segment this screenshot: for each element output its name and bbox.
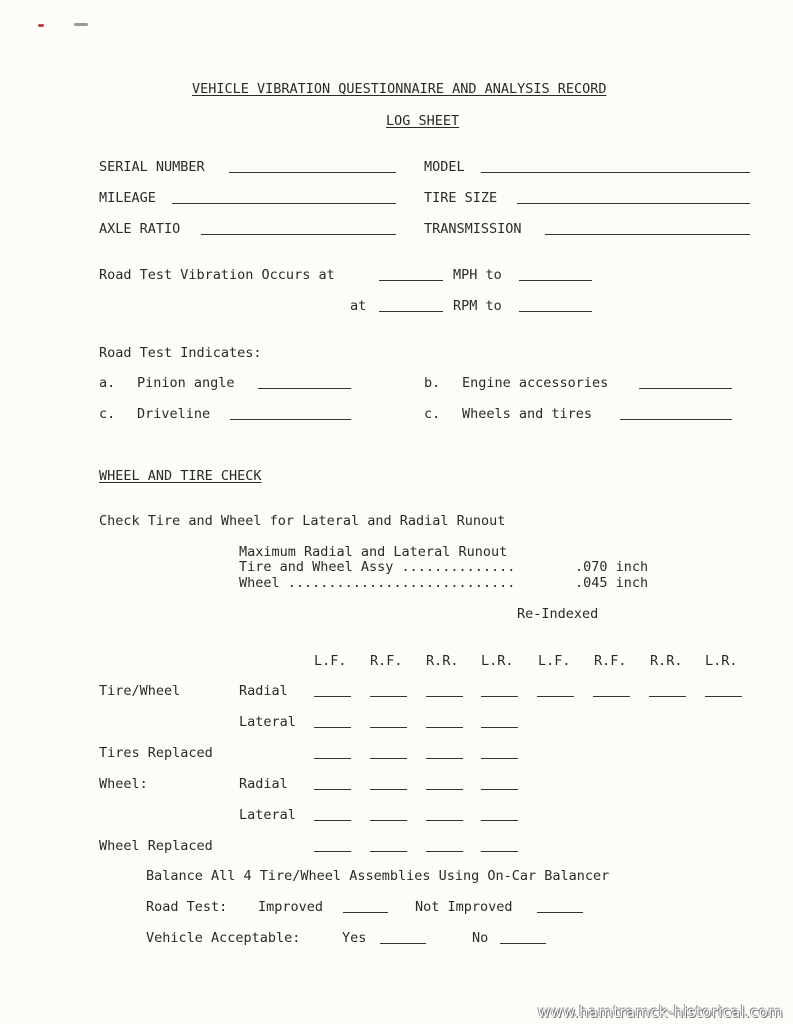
mph-to-field[interactable] [519,280,592,281]
engine-accessories-field[interactable] [639,388,732,389]
rpm-to-label: RPM to [453,298,502,314]
serial-number-label: SERIAL NUMBER [99,159,205,175]
indicates-heading: Road Test Indicates: [99,345,262,361]
tire-wheel-radial-blank[interactable] [481,696,518,697]
wheel-lateral-blank[interactable] [314,820,351,821]
balance-instruction: Balance All 4 Tire/Wheel Assemblies Using On-Car Balancer [146,868,610,884]
tire-wheel-radial-label: Radial [239,683,288,699]
tire-wheel-radial-blank[interactable] [314,696,351,697]
wheel-spec-value: .045 inch [575,575,649,591]
col-header: L.F. [314,653,347,669]
col-header: R.R. [426,653,459,669]
tire-size-label: TIRE SIZE [424,190,498,206]
wheel-label: Wheel: [99,776,148,792]
wheel-lateral-blank[interactable] [481,820,518,821]
wheel-replaced-blank[interactable] [426,851,463,852]
yes-label: Yes [342,930,367,946]
max-runout-heading: Maximum Radial and Lateral Runout [239,544,508,560]
tire-wheel-radial-blank[interactable] [426,696,463,697]
wheel-tire-check-heading: WHEEL AND TIRE CHECK [99,468,262,484]
wheel-radial-blank[interactable] [314,789,351,790]
tire-wheel-radial-blank[interactable] [705,696,742,697]
driveline-label: Driveline [137,406,211,422]
mileage-field[interactable] [172,203,396,204]
wheel-radial-blank[interactable] [426,789,463,790]
tires-replaced-blank[interactable] [481,758,518,759]
tire-wheel-radial-blank[interactable] [370,696,407,697]
no-field[interactable] [500,943,546,944]
col-header: R.F. [594,653,627,669]
assy-spec-value: .070 inch [575,559,649,575]
wheel-replaced-blank[interactable] [481,851,518,852]
tire-wheel-label: Tire/Wheel [99,683,181,699]
wheel-replaced-label: Wheel Replaced [99,838,213,854]
col-header: L.R. [481,653,514,669]
col-header: R.F. [370,653,403,669]
no-label: No [472,930,489,946]
tire-wheel-radial-blank[interactable] [649,696,686,697]
wheel-radial-label: Radial [239,776,288,792]
at-label: at [350,298,367,314]
tires-replaced-blank[interactable] [370,758,407,759]
wheel-lateral-blank[interactable] [370,820,407,821]
axle-ratio-field[interactable] [201,234,396,235]
improved-field[interactable] [343,912,388,913]
not-improved-field[interactable] [537,912,583,913]
wheel-radial-blank[interactable] [370,789,407,790]
not-improved-label: Not Improved [415,899,513,915]
assy-spec-label: Tire and Wheel Assy .............. [239,559,516,575]
tire-wheel-radial-blank[interactable] [537,696,574,697]
tires-replaced-blank[interactable] [314,758,351,759]
tire-wheel-lateral-blank[interactable] [481,727,518,728]
serial-number-field[interactable] [229,172,396,173]
rpm-from-field[interactable] [379,311,443,312]
wheel-replaced-blank[interactable] [370,851,407,852]
wheel-spec-label: Wheel ............................ [239,575,516,591]
improved-label: Improved [258,899,324,915]
road-test-occurs-label: Road Test Vibration Occurs at [99,267,335,283]
tire-wheel-radial-blank[interactable] [593,696,630,697]
option-b-letter: b. [424,375,441,391]
wheel-replaced-blank[interactable] [314,851,351,852]
tire-wheel-lateral-label: Lateral [239,714,296,730]
axle-ratio-label: AXLE RATIO [99,221,181,237]
wheel-lateral-label: Lateral [239,807,296,823]
option-a-letter: a. [99,375,116,391]
tire-wheel-lateral-blank[interactable] [370,727,407,728]
transmission-field[interactable] [545,234,750,235]
model-label: MODEL [424,159,465,175]
wheels-tires-field[interactable] [620,419,732,420]
model-field[interactable] [481,172,750,173]
pinion-angle-field[interactable] [258,388,351,389]
col-header: R.R. [650,653,683,669]
form-subtitle: LOG SHEET [386,113,460,129]
tires-replaced-blank[interactable] [426,758,463,759]
mph-from-field[interactable] [379,280,443,281]
tire-wheel-lateral-blank[interactable] [426,727,463,728]
col-header: L.R. [705,653,738,669]
mph-to-label: MPH to [453,267,502,283]
rpm-to-field[interactable] [519,311,592,312]
tire-wheel-lateral-blank[interactable] [314,727,351,728]
transmission-label: TRANSMISSION [424,221,522,237]
yes-field[interactable] [380,943,426,944]
wheel-lateral-blank[interactable] [426,820,463,821]
watermark: www.hamtramck-historical.com [537,1003,783,1021]
road-test-result-label: Road Test: [146,899,228,915]
col-header: L.F. [538,653,571,669]
reindexed-label: Re-Indexed [517,606,599,622]
engine-accessories-label: Engine accessories [462,375,609,391]
tire-size-field[interactable] [517,203,750,204]
wheel-radial-blank[interactable] [481,789,518,790]
option-c2-letter: c. [424,406,441,422]
vehicle-acceptable-label: Vehicle Acceptable: [146,930,301,946]
wheels-tires-label: Wheels and tires [462,406,593,422]
paper-mark [74,23,88,26]
mileage-label: MILEAGE [99,190,156,206]
check-runout-text: Check Tire and Wheel for Lateral and Radial Runout [99,513,506,529]
driveline-field[interactable] [230,419,351,420]
tires-replaced-label: Tires Replaced [99,745,213,761]
pinion-angle-label: Pinion angle [137,375,235,391]
form-title: VEHICLE VIBRATION QUESTIONNAIRE AND ANALYSIS RECORD [192,81,607,97]
paper-mark [38,24,44,27]
option-c-letter: c. [99,406,116,422]
